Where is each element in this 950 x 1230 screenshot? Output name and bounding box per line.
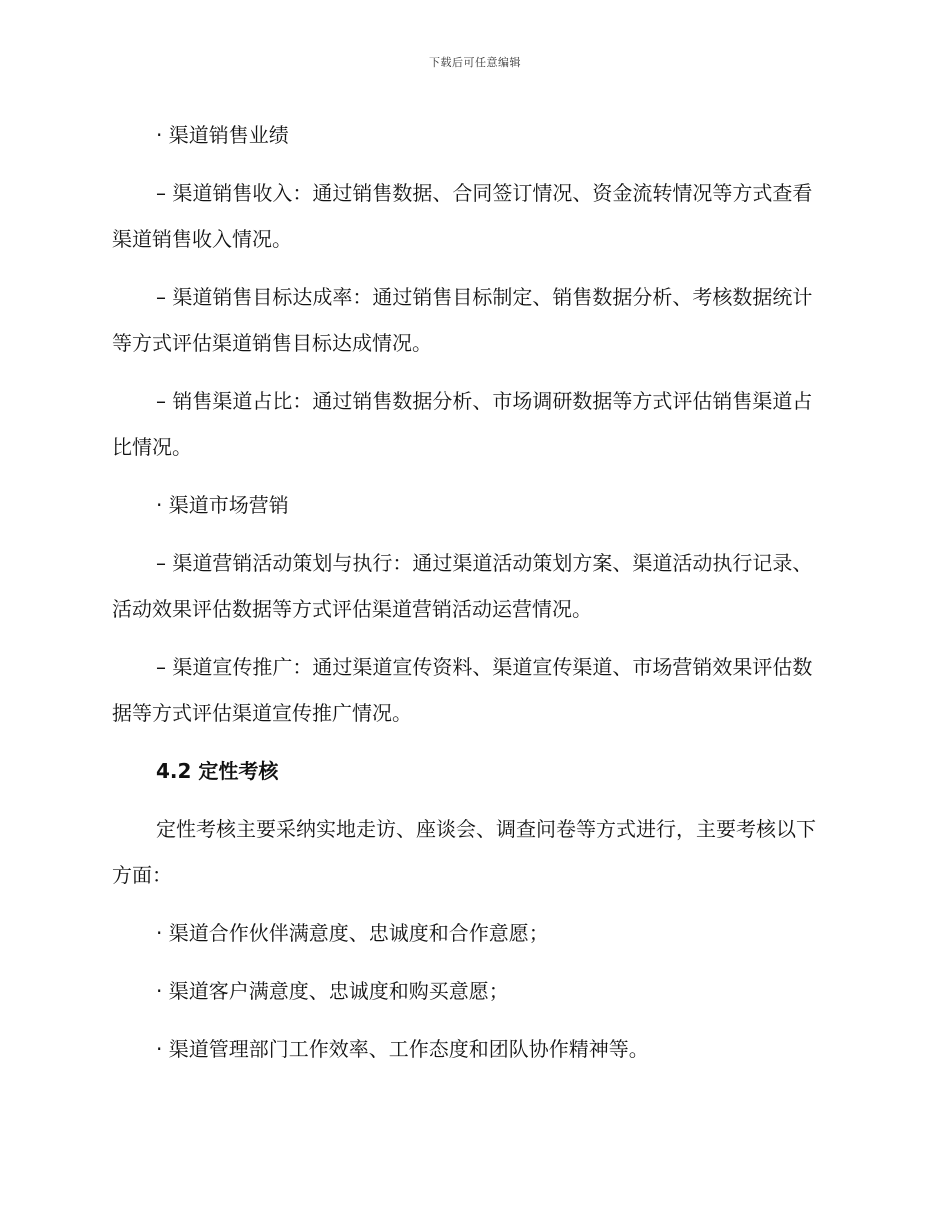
page-header-note: 下载后可任意编辑	[429, 56, 521, 69]
bullet-customer-satisfaction: · 渠道客户满意度、忠诚度和购买意愿；	[156, 979, 509, 1003]
item-channel-promotion: – 渠道宣传推广：通过渠道宣传资料、渠道宣传渠道、市场营销效果评估数据等方式评估渠道宣传推广情况。	[112, 655, 813, 725]
bullet-management-efficiency: · 渠道管理部门工作效率、工作态度和团队协作精神等。	[156, 1037, 649, 1061]
item-channel-sales-revenue: – 渠道销售收入：通过销售数据、合同签订情况、资金流转情况等方式查看渠道销售收入情况。	[112, 181, 813, 251]
item-sales-channel-share: – 销售渠道占比：通过销售数据分析、市场调研数据等方式评估销售渠道占比情况。	[112, 389, 813, 459]
bullet-partner-satisfaction: · 渠道合作伙伴满意度、忠诚度和合作意愿；	[156, 921, 549, 945]
bullet-channel-sales-performance: · 渠道销售业绩	[156, 123, 289, 147]
section-heading-qualitative: 4.2 定性考核	[156, 759, 279, 783]
item-channel-marketing-activities: – 渠道营销活动策划与执行：通过渠道活动策划方案、渠道活动执行记录、活动效果评估数据等方式评估渠道营销活动运营情况。	[112, 551, 813, 621]
document-body	[112, 112, 828, 1084]
item-channel-sales-target-rate: – 渠道销售目标达成率：通过销售目标制定、销售数据分析、考核数据统计等方式评估渠道销售目标达成情况。	[112, 285, 813, 355]
bullet-channel-marketing: · 渠道市场营销	[156, 493, 289, 517]
qualitative-intro: 定性考核主要采纳实地走访、座谈会、调查问卷等方式进行，主要考核以下方面：	[112, 817, 816, 887]
